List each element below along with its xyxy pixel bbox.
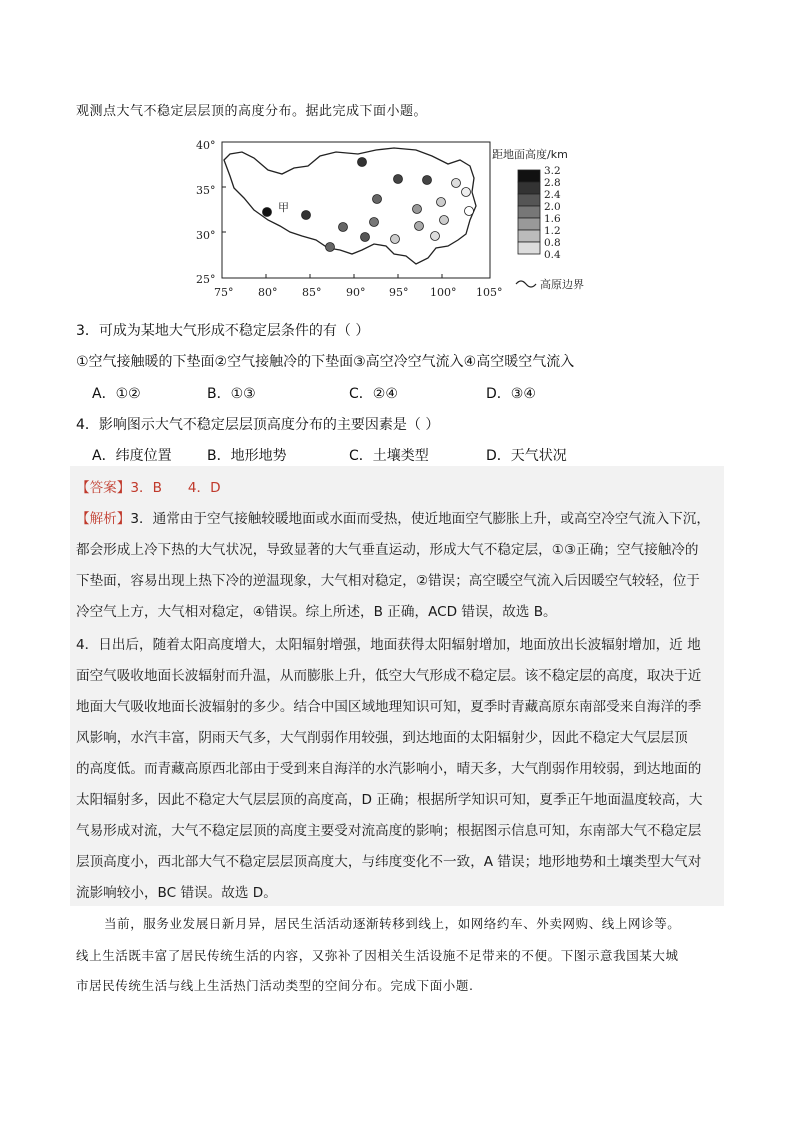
analysis-line: 下垫面，容易出现上热下冷的逆温现象，大气相对稳定，②错误；高空暖空气流入后因暖空气较轻，位于: [76, 573, 700, 589]
q4-option-b[interactable]: B．地形地势: [207, 448, 287, 464]
analysis-line: 地面大气吸收地面长波辐射的多少。结合中国区域地理知识可知，夏季时青藏高原东南部受来自海洋的季: [76, 699, 702, 715]
legend-swatch: [518, 170, 540, 182]
legend-swatch: [518, 194, 540, 206]
data-point: [415, 222, 424, 231]
analysis-line: 气易形成对流，大气不稳定层顶的高度主要受对流高度的影响；根据图示信息可知，东南部大气不稳定层: [76, 823, 702, 839]
analysis-line: 面空气吸收地面长波辐射而升温，从而膨胀上升，低空大气形成不稳定层。该不稳定层的高度，取决于近: [76, 668, 702, 684]
data-point: [431, 232, 440, 241]
q3-option-d[interactable]: D．③④: [486, 386, 536, 402]
data-point: [465, 207, 474, 216]
q4-option-c[interactable]: C．土壤类型: [349, 448, 429, 464]
q4-stem: 4．影响图示大气不稳定层层顶高度分布的主要因素是（ ）: [76, 417, 440, 433]
plateau-map-figure: [190, 136, 610, 304]
next-intro-line: 线上生活既丰富了居民传统生活的内容，又弥补了因相关生活设施不足带来的不便。下图示意我国某大城: [76, 948, 679, 963]
boundary-legend-icon: [516, 281, 536, 287]
x-tick-85: 85°: [302, 286, 322, 299]
x-tick-95: 95°: [389, 286, 409, 299]
legend-value: 2.4: [544, 189, 561, 201]
legend-value: 2.8: [544, 177, 561, 189]
legend-title: 距地面高度/km: [492, 148, 568, 161]
analysis-line: 风影响，水汽丰富，阴雨天气多，大气削弱作用较强，到达地面的太阳辐射少，因此不稳定大气层层顶: [76, 730, 688, 746]
data-point: [302, 211, 311, 220]
analysis-line: 冷空气上方，大气相对稳定，④错误。综上所述，B 正确，ACD 错误，故选 B。: [76, 604, 557, 620]
x-tick-100: 100°: [430, 286, 457, 299]
answer-line: [76, 476, 221, 496]
next-intro-line: 当前，服务业发展日新月异，居民生活活动逐渐转移到线上，如网络约车、外卖网购、线上网诊等。: [104, 916, 681, 931]
data-point: [394, 175, 403, 184]
q3-stem: 3．可成为某地大气形成不稳定层条件的有（ ）: [76, 323, 370, 339]
answer-label: 【答案】: [76, 480, 131, 496]
answer-analysis-box: [70, 466, 724, 906]
legend-value: 1.2: [544, 225, 561, 237]
analysis-line: 4．日出后，随着太阳高度增大，太阳辐射增强，地面获得太阳辐射增加，地面放出长波辐射增加，近 地: [76, 637, 701, 653]
analysis-line: [76, 507, 710, 527]
analysis-line: 都会形成上冷下热的大气状况，导致显著的大气垂直运动，形成大气不稳定层，①③正确；空气接触冷的: [76, 542, 699, 558]
legend-value: 0.8: [544, 237, 561, 249]
data-point: [440, 216, 449, 225]
data-point: [373, 195, 382, 204]
q4-option-d[interactable]: D．天气状况: [486, 448, 567, 464]
x-tick-105: 105°: [476, 286, 503, 299]
y-tick-25: 25°: [196, 273, 216, 286]
y-tick-35: 35°: [196, 184, 216, 197]
legend-swatch: [518, 206, 540, 218]
answer-text: 3．B 4．D: [130, 480, 221, 496]
q3-conditions: ①空气接触暖的下垫面②空气接触冷的下垫面③高空冷空气流入④高空暖空气流入: [76, 354, 575, 370]
x-tick-90: 90°: [346, 286, 366, 299]
legend-swatch: [518, 230, 540, 242]
analysis-line: 流影响较小，BC 错误。故选 D。: [76, 885, 277, 901]
border-label: 高原边界: [540, 278, 584, 291]
data-point: [462, 188, 471, 197]
analysis-line-text: 3．通常由于空气接触较暖地面或水面而受热，使近地面空气膨胀上升，或高空冷空气流入下沉，: [130, 511, 710, 527]
legend-value: 0.4: [544, 249, 561, 261]
data-point: [263, 208, 272, 217]
legend-swatch: [518, 182, 540, 194]
q4-option-a[interactable]: A．纬度位置: [92, 448, 172, 464]
data-point: [437, 198, 446, 207]
y-tick-40: 40°: [196, 139, 216, 152]
data-point: [361, 233, 370, 242]
legend-value: 1.6: [544, 213, 561, 225]
data-point: [413, 205, 422, 214]
q3-option-a[interactable]: A．①②: [92, 386, 141, 402]
data-point: [370, 218, 379, 227]
map-frame: [222, 142, 490, 278]
legend-swatch: [518, 218, 540, 230]
data-point: [358, 158, 367, 167]
data-point: [391, 235, 400, 244]
x-tick-80: 80°: [258, 286, 278, 299]
q3-option-b[interactable]: B．①③: [207, 386, 256, 402]
y-tick-30: 30°: [196, 229, 216, 242]
legend-value: 2.0: [544, 201, 561, 213]
analysis-label: 【解析】: [76, 511, 131, 527]
x-tick-75: 75°: [214, 286, 234, 299]
intro-text: 观测点大气不稳定层层顶的高度分布。据此完成下面小题。: [76, 104, 428, 119]
analysis-line: 的高度低。而青藏高原西北部由于受到来自海洋的水汽影响小，晴天多，大气削弱作用较弱，到达地面的: [76, 761, 702, 777]
data-point: [423, 176, 432, 185]
place-label: 甲: [278, 201, 289, 214]
analysis-line: 太阳辐射多，因此不稳定大气层层顶的高度高，D 正确；根据所学知识可知，夏季正午地面温度较高，大: [76, 792, 703, 808]
analysis-line: 层顶高度小，西北部大气不稳定层层顶高度大，与纬度变化不一致，A 错误；地形地势和土壤类型大气对: [76, 854, 702, 870]
next-intro-line: 市居民传统生活与线上生活热门活动类型的空间分布。完成下面小题.: [76, 978, 474, 993]
data-point: [339, 223, 348, 232]
legend-swatch: [518, 242, 540, 254]
data-point: [452, 179, 461, 188]
data-point: [326, 243, 335, 252]
q3-option-c[interactable]: C．②④: [349, 386, 398, 402]
legend-value: 3.2: [544, 165, 561, 177]
